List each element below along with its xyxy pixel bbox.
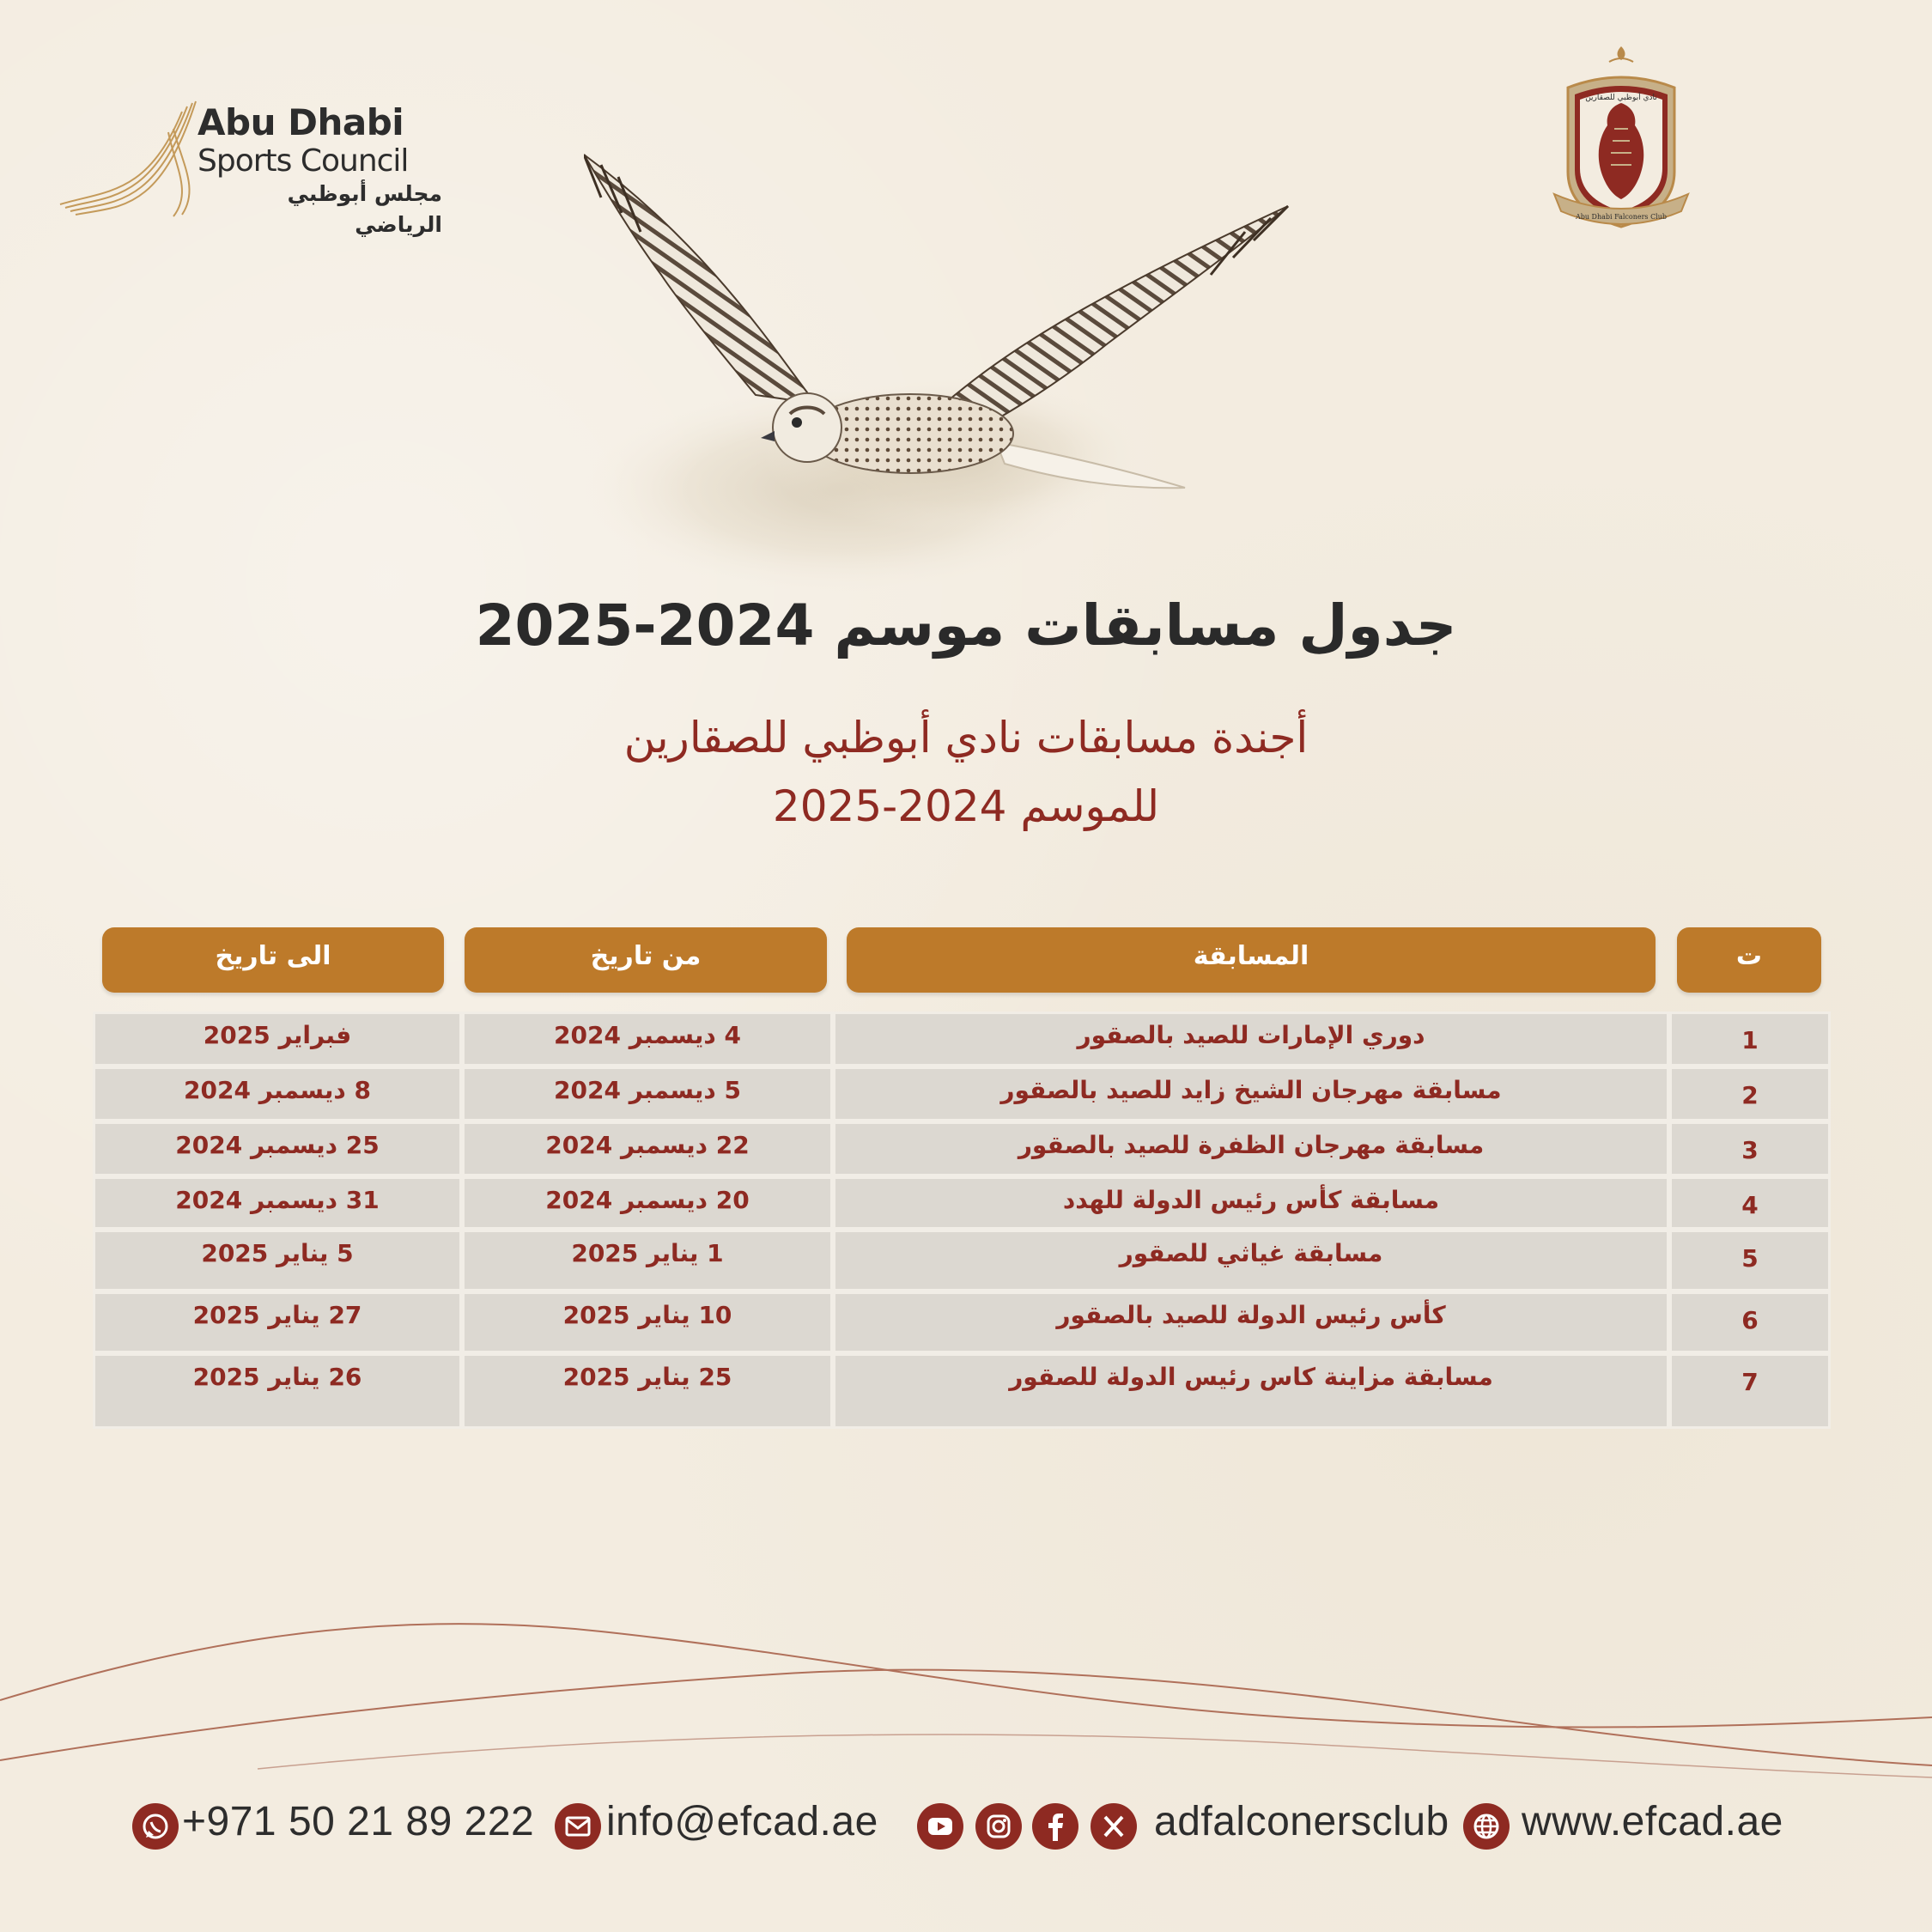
- whatsapp-icon[interactable]: [132, 1803, 179, 1850]
- cell-competition: كأس رئيس الدولة للصيد بالصقور: [833, 1291, 1669, 1353]
- council-wordmark: [197, 101, 442, 240]
- cell-competition: مسابقة غياثي للصقور: [833, 1230, 1669, 1291]
- cell-from-date: 10 يناير 2025: [462, 1291, 833, 1353]
- website-url[interactable]: www.efcad.ae: [1522, 1799, 1783, 1844]
- cell-competition: مسابقة مهرجان الشيخ زايد للصيد بالصقور: [833, 1066, 1669, 1121]
- cell-number: 6: [1669, 1291, 1831, 1353]
- decorative-waves: [0, 1597, 1932, 1820]
- table-row: [93, 1353, 1831, 1429]
- cell-to-date: 25 ديسمبر 2024: [93, 1121, 462, 1176]
- council-name-line2: Sports Council: [197, 143, 409, 179]
- cell-number: 5: [1669, 1230, 1831, 1291]
- facebook-icon[interactable]: [1032, 1803, 1078, 1850]
- x-icon[interactable]: [1091, 1803, 1137, 1850]
- club-name-english: Abu Dhabi Falconers Club: [1575, 213, 1668, 221]
- instagram-icon[interactable]: [975, 1803, 1022, 1850]
- subtitle-line1: أجندة مسابقات نادي أبوظبي للصقارين: [623, 713, 1309, 762]
- cell-to-date: 5 يناير 2025: [93, 1230, 462, 1291]
- table-row: [93, 1176, 1831, 1230]
- cell-from-date: 1 يناير 2025: [462, 1230, 833, 1291]
- table-row: [93, 1230, 1831, 1291]
- cell-competition: دوري الإمارات للصيد بالصقور: [833, 1012, 1669, 1066]
- header-number: ت: [1677, 927, 1821, 993]
- cell-to-date: 26 يناير 2025: [93, 1353, 462, 1429]
- cell-number: 7: [1669, 1353, 1831, 1429]
- cell-to-date: 8 ديسمبر 2024: [93, 1066, 462, 1121]
- council-swoosh-icon: [53, 94, 199, 223]
- cell-from-date: 22 ديسمبر 2024: [462, 1121, 833, 1176]
- cell-number: 4: [1669, 1176, 1831, 1230]
- footer-contacts: [0, 1795, 1932, 1863]
- cell-to-date: 31 ديسمبر 2024: [93, 1176, 462, 1230]
- header-from-date: من تاريخ: [465, 927, 827, 993]
- cell-from-date: 4 ديسمبر 2024: [462, 1012, 833, 1066]
- cell-competition: مسابقة مزاينة كاس رئيس الدولة للصقور: [833, 1353, 1669, 1429]
- council-name-arabic: مجلس أبوظبي الرياضي: [287, 181, 442, 237]
- table-row: [93, 1121, 1831, 1176]
- cell-from-date: 25 يناير 2025: [462, 1353, 833, 1429]
- cell-competition: مسابقة كأس رئيس الدولة للهدد: [833, 1176, 1669, 1230]
- cell-from-date: 5 ديسمبر 2024: [462, 1066, 833, 1121]
- email-address[interactable]: info@efcad.ae: [606, 1799, 878, 1844]
- council-name-line1: Abu Dhabi: [197, 101, 404, 143]
- youtube-icon[interactable]: [917, 1803, 963, 1850]
- table-row: [93, 1291, 1831, 1353]
- falconers-club-crest: [1552, 43, 1690, 240]
- abu-dhabi-sports-council-logo: [53, 94, 442, 237]
- header-to-date: الى تاريخ: [102, 927, 444, 993]
- cell-to-date: 27 يناير 2025: [93, 1291, 462, 1353]
- table-row: [93, 1066, 1831, 1121]
- cell-number: 1: [1669, 1012, 1831, 1066]
- cell-number: 3: [1669, 1121, 1831, 1176]
- header-competition: المسابقة: [847, 927, 1656, 993]
- phone-number[interactable]: +971 50 21 89 222: [182, 1799, 535, 1844]
- subtitle-line2: للموسم 2024-2025: [772, 781, 1160, 831]
- cell-competition: مسابقة مهرجان الظفرة للصيد بالصقور: [833, 1121, 1669, 1176]
- page-title: جدول مسابقات موسم 2024-2025: [475, 592, 1457, 659]
- falcon-illustration: [584, 146, 1322, 592]
- competitions-table: [93, 1012, 1831, 1429]
- cell-from-date: 20 ديسمبر 2024: [462, 1176, 833, 1230]
- globe-icon[interactable]: [1463, 1803, 1510, 1850]
- club-name-arabic: نادي أبوظبي للصقارين: [1585, 94, 1657, 102]
- cell-number: 2: [1669, 1066, 1831, 1121]
- table-row: [93, 1012, 1831, 1066]
- social-handle[interactable]: adfalconersclub: [1154, 1799, 1449, 1844]
- cell-to-date: فبراير 2025: [93, 1012, 462, 1066]
- email-icon[interactable]: [555, 1803, 601, 1850]
